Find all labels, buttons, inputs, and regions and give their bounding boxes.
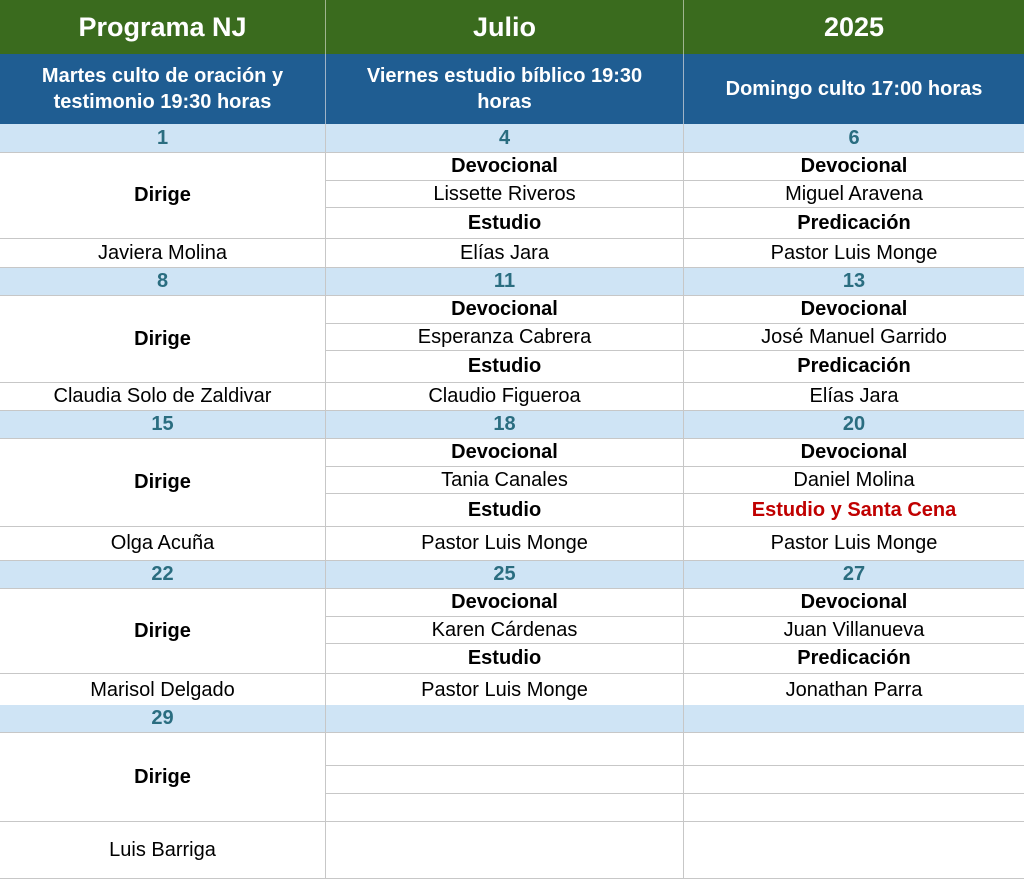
dirige-name: Luis Barriga [0, 822, 326, 879]
person-name-friday: Pastor Luis Monge [326, 674, 684, 707]
date-cell: 18 [326, 411, 684, 439]
person-name-friday [326, 766, 684, 794]
date-cell: 22 [0, 561, 326, 589]
date-cell: 29 [0, 705, 326, 733]
date-cell: 20 [684, 411, 1024, 439]
person-name-sunday: Pastor Luis Monge [684, 527, 1024, 561]
date-cell: 11 [326, 268, 684, 296]
person-name-friday: Claudio Figueroa [326, 383, 684, 411]
dirige-name: Olga Acuña [0, 527, 326, 561]
date-cell: 15 [0, 411, 326, 439]
role-label-friday: Estudio [326, 351, 684, 383]
dirige-label: Dirige [0, 439, 326, 527]
role-label-sunday: Predicación [684, 208, 1024, 239]
person-name-friday: Lissette Riveros [326, 181, 684, 208]
date-cell: 13 [684, 268, 1024, 296]
dirige-label: Dirige [0, 296, 326, 383]
person-name-friday: Tania Canales [326, 467, 684, 494]
role-label-friday: Estudio [326, 208, 684, 239]
role-label-sunday: Devocional [684, 589, 1024, 617]
person-name-sunday: Elías Jara [684, 383, 1024, 411]
date-cell: 27 [684, 561, 1024, 589]
person-name-friday: Elías Jara [326, 239, 684, 268]
person-name-sunday: Miguel Aravena [684, 181, 1024, 208]
role-label-sunday: Devocional [684, 153, 1024, 181]
title-month: Julio [326, 0, 684, 54]
date-cell [684, 705, 1024, 733]
dirige-label: Dirige [0, 153, 326, 239]
date-cell: 4 [326, 124, 684, 153]
date-cell: 25 [326, 561, 684, 589]
role-label-sunday: Estudio y Santa Cena [684, 494, 1024, 527]
dirige-label: Dirige [0, 733, 326, 822]
dirige-name: Marisol Delgado [0, 674, 326, 707]
date-cell: 8 [0, 268, 326, 296]
person-name-sunday: José Manuel Garrido [684, 324, 1024, 351]
role-label-friday [326, 794, 684, 822]
title-year: 2025 [684, 0, 1024, 54]
dirige-name: Javiera Molina [0, 239, 326, 268]
role-label-friday: Estudio [326, 494, 684, 527]
person-name-sunday [684, 766, 1024, 794]
role-label-friday: Estudio [326, 644, 684, 674]
dirige-label: Dirige [0, 589, 326, 674]
role-label-friday [326, 733, 684, 766]
date-cell: 6 [684, 124, 1024, 153]
dirige-name: Claudia Solo de Zaldivar [0, 383, 326, 411]
role-label-friday: Devocional [326, 296, 684, 324]
person-name-sunday: Jonathan Parra [684, 674, 1024, 707]
role-label-friday: Devocional [326, 153, 684, 181]
person-name-friday: Karen Cárdenas [326, 617, 684, 644]
person-name-sunday: Daniel Molina [684, 467, 1024, 494]
person-name-sunday: Juan Villanueva [684, 617, 1024, 644]
header-sunday: Domingo culto 17:00 horas [684, 54, 1024, 124]
header-friday: Viernes estudio bíblico 19:30 horas [326, 54, 684, 124]
role-label-sunday [684, 794, 1024, 822]
header-tuesday: Martes culto de oración y testimonio 19:30 horas [0, 54, 326, 124]
person-name-sunday: Pastor Luis Monge [684, 239, 1024, 268]
role-label-sunday: Predicación [684, 351, 1024, 383]
date-cell [326, 705, 684, 733]
person-name-friday: Pastor Luis Monge [326, 527, 684, 561]
role-label-sunday [684, 733, 1024, 766]
role-label-sunday: Devocional [684, 296, 1024, 324]
role-label-friday: Devocional [326, 439, 684, 467]
role-label-sunday: Devocional [684, 439, 1024, 467]
date-cell: 1 [0, 124, 326, 153]
role-label-sunday: Predicación [684, 644, 1024, 674]
person-name-friday: Esperanza Cabrera [326, 324, 684, 351]
title-programa: Programa NJ [0, 0, 326, 54]
role-label-friday: Devocional [326, 589, 684, 617]
